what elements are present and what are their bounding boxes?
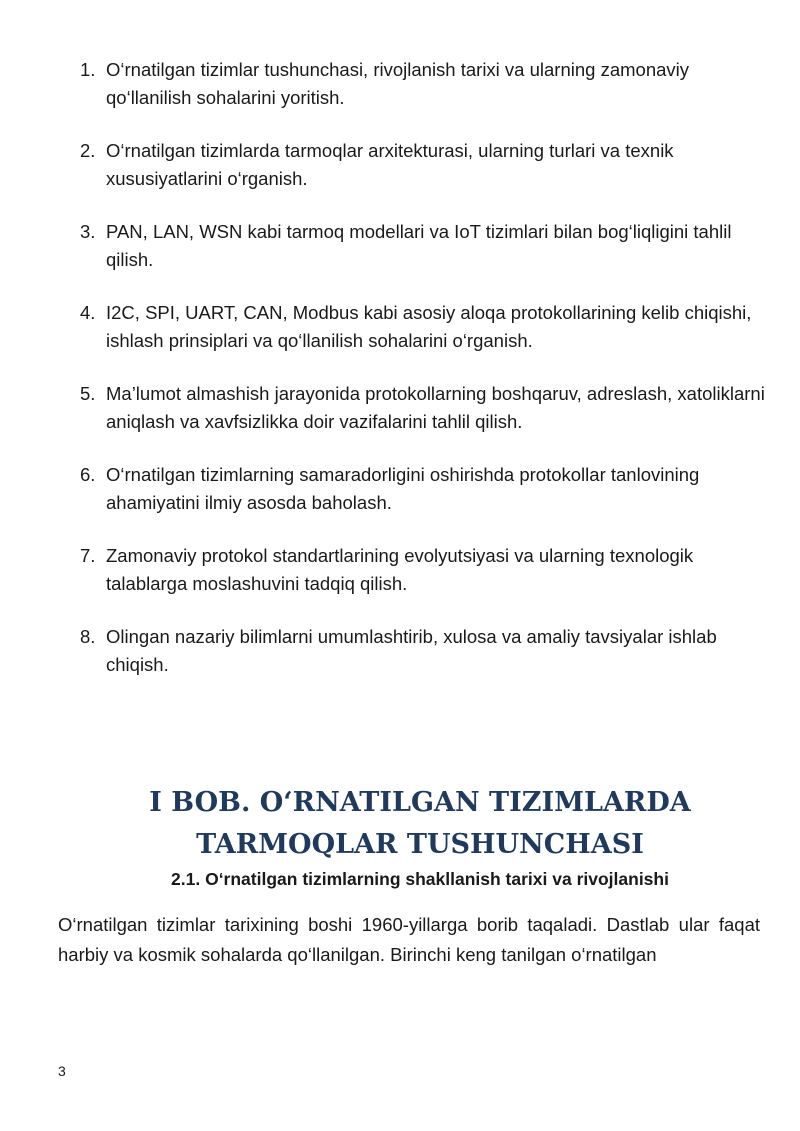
list-item xyxy=(80,380,770,436)
objectives-list xyxy=(80,56,770,704)
list-item xyxy=(80,461,770,517)
list-item-text: I2C, SPI, UART, CAN, Modbus kabi asosiy aloqa protokollarining kelib chiqishi, ishlash prinsiplari va qo‘llanilish sohalarini o‘rganish. xyxy=(106,302,752,351)
list-item xyxy=(80,56,770,112)
list-item-number: 3. xyxy=(80,221,96,242)
list-item-text: Olingan nazariy bilimlarni umumlashtirib, xulosa va amaliy tavsiyalar ishlab chiqish. xyxy=(106,626,717,675)
list-item-number: 1. xyxy=(80,59,96,80)
list-item xyxy=(80,137,770,193)
list-item-text: Ma’lumot almashish jarayonida protokollarning boshqaruv, adreslash, xatoliklarni aniqlash va xavfsizlikka doir vazifalarini tahlil qilish. xyxy=(106,383,765,432)
list-item-text: PAN, LAN, WSN kabi tarmoq modellari va IoT tizimlari bilan bog‘liqligini tahlil qilish. xyxy=(106,221,732,270)
list-item-number: 8. xyxy=(80,626,96,647)
list-item-number: 7. xyxy=(80,545,96,566)
chapter-title xyxy=(0,782,800,866)
list-item-text: Zamonaviy protokol standartlarining evolyutsiyasi va ularning texnologik talablarga moslashuvini tadqiq qilish. xyxy=(106,545,694,594)
list-item-text: O‘rnatilgan tizimlarda tarmoqlar arxitekturasi, ularning turlari va texnik xususiyatlarini o‘rganish. xyxy=(106,140,674,189)
list-item-text: O‘rnatilgan tizimlarning samaradorligini oshirishda protokollar tanlovining ahamiyatini ilmiy asosda baholash. xyxy=(106,464,700,513)
list-item-text: O‘rnatilgan tizimlar tushunchasi, rivojlanish tarixi va ularning zamonaviy qo‘llanilish sohalarini yoritish. xyxy=(106,59,690,108)
list-item-number: 5. xyxy=(80,383,96,404)
list-item-number: 6. xyxy=(80,464,96,485)
list-item-number: 4. xyxy=(80,302,96,323)
list-item xyxy=(80,218,770,274)
section-title: 2.1. O‘rnatilgan tizimlarning shakllanish tarixi va rivojlanishi xyxy=(171,869,669,889)
list-item xyxy=(80,623,770,679)
page-number: 3 xyxy=(58,1063,66,1079)
list-item xyxy=(80,299,770,355)
body-paragraph: O‘rnatilgan tizimlar tarixining boshi 1960-yillarga borib taqaladi. Dastlab ular faqat harbiy va kosmik sohalarda qo‘llanilgan. Birinchi keng tanilgan o‘rnatilgan xyxy=(58,914,760,965)
chapter-title-line-1: I BOB. O‘RNATILGAN TIZIMLARDA xyxy=(149,787,691,818)
chapter-title-line-2: TARMOQLAR TUSHUNCHASI xyxy=(196,829,644,860)
list-item xyxy=(80,542,770,598)
list-item-number: 2. xyxy=(80,140,96,161)
